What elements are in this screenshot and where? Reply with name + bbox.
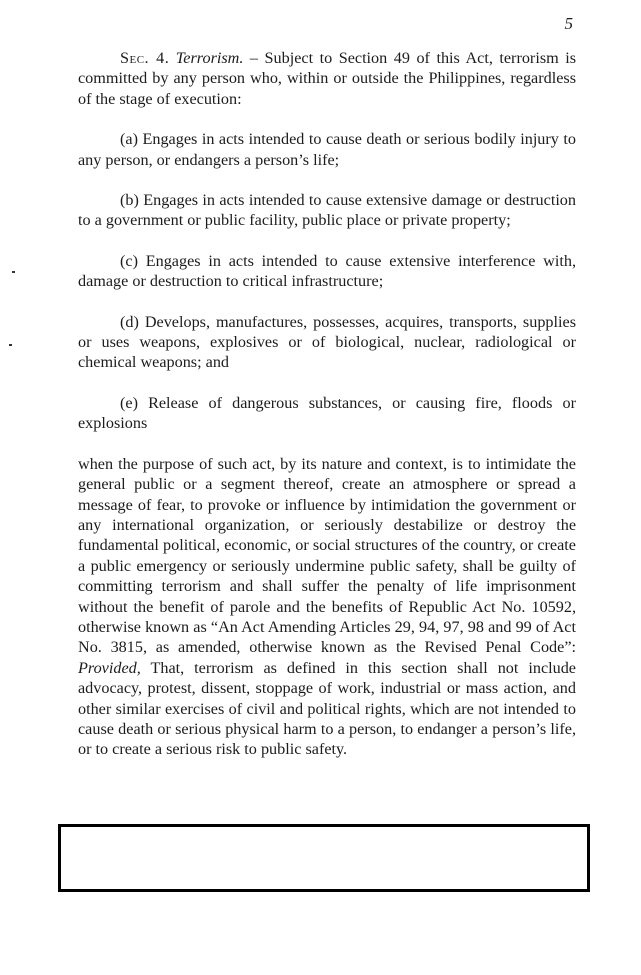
section-body [78, 48, 576, 780]
page-number: 5 [564, 14, 573, 33]
section-intro [78, 48, 576, 109]
section-intro-text: – Subject to Section 49 of this Act, terrorism is committed by any person who, within or outside the Philippines, regardless of the stage of execution: [78, 49, 577, 108]
scan-artifact [9, 344, 12, 346]
clause-a: (a) Engages in acts intended to cause death or serious bodily injury to any person, or endangers a person’s life; [78, 130, 576, 169]
section-label: Sec. 4. [120, 49, 170, 67]
highlight-box [58, 824, 590, 892]
clause-e: (e) Release of dangerous substances, or causing fire, floods or explosions [78, 393, 576, 433]
closing-paragraph [78, 454, 576, 760]
section-title: Terrorism. [175, 49, 244, 67]
proviso-label: Provided, [78, 658, 141, 677]
scan-artifact [12, 271, 15, 273]
clause-c: (c) Engages in acts intended to cause extensive interference with, damage or destruction to critical infrastructure; [78, 251, 576, 291]
proviso-text: That, terrorism as defined in this section shall not include advocacy, protest, dissent, stoppage of work, industrial or mass action, and other similar exercises of civil and political rights, which are not intended to cause death or serious physical harm to a person, to endanger a person’s life, or to create a serious risk to public safety. [78, 658, 576, 759]
clause-d: (d) Develops, manufactures, possesses, acquires, transports, supplies or uses weapons, explosives or of biological, nuclear, radiological or chemical weapons; and [78, 312, 576, 372]
clause-b: (b) Engages in acts intended to cause extensive damage or destruction to a government or public facility, public place or private property; [78, 191, 576, 230]
closing-main-text: when the purpose of such act, by its nature and context, is to intimidate the general public or a segment thereof, create an atmosphere or spread a message of fear, to provoke or influence by intimidation the government or any international organization, or seriously destabilize or destroy the fundamental political, economic, or social structures of the country, or create a public emergency or seriously undermine public safety, shall be guilty of committing terrorism and shall suffer the penalty of life imprisonment without the benefit of parole and the benefits of Republic Act No. 10592, otherwise known as “An Act Amending Articles 29, 94, 97, 98 and 99 of Act No. 3815, as amended, otherwise known as the Revised Penal Code”: [78, 454, 576, 657]
